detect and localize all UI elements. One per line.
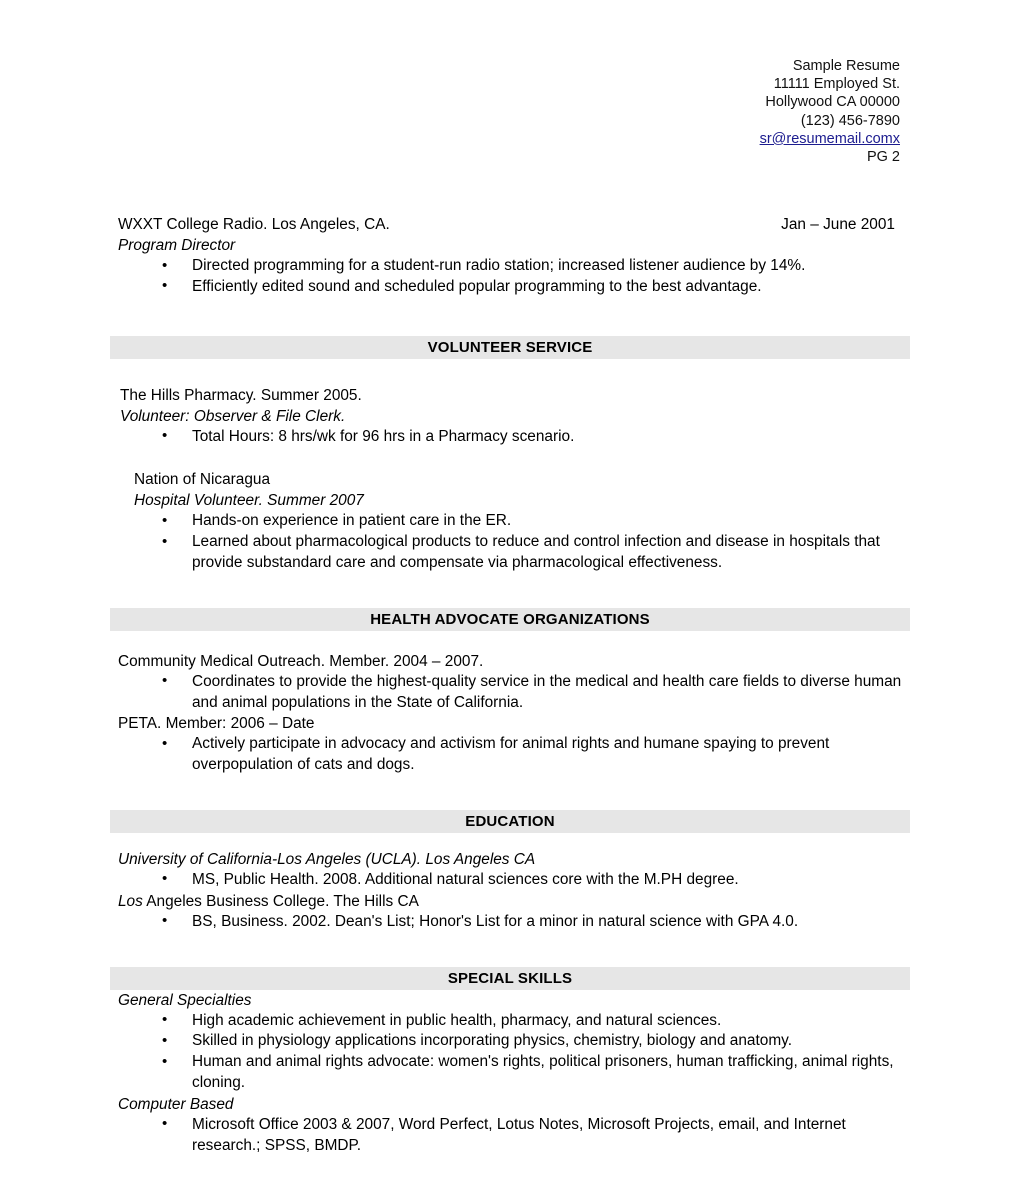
health-advocate-bullet-list-0 [0,672,1020,714]
volunteer-org-1: Nation of Nicaragua [134,471,271,489]
header-name: Sample Resume [792,58,900,74]
section-heading-special-skills: SPECIAL SKILLS [110,967,910,990]
list-item: • Skilled in physiology applications incorporating physics, chemistry, biology and anatomy. [0,1031,1020,1052]
education-bullet-list-0 [0,870,1020,891]
list-item: • High academic achievement in public health, pharmacy, and natural sciences. [0,1011,1020,1032]
list-item: • Microsoft Office 2003 & 2007, Word Perfect, Lotus Notes, Microsoft Projects, email, and Internet research.; SPSS, BMDP. [0,1115,1020,1157]
experience-title: Program Director [118,237,236,254]
section-heading-health-advocate: HEALTH ADVOCATE ORGANIZATIONS [110,608,910,631]
volunteer-org-0: The Hills Pharmacy. Summer 2005. [120,386,362,404]
volunteer-role-1: Hospital Volunteer. Summer 2007 [134,492,364,510]
volunteer-bullet-list-1 [0,511,1020,573]
list-item: • Total Hours: 8 hrs/wk for 96 hrs in a Pharmacy scenario. [0,427,1020,448]
experience-bullet-list [0,256,1020,298]
list-item: • BS, Business. 2002. Dean's List; Honor's List for a minor in natural science with GPA 4.0. [0,912,1020,933]
education-school-1-prefix: Los [118,892,143,910]
education-school-0: University of California-Los Angeles (UCLA). Los Angeles CA [118,850,536,868]
education-bullet-list-1 [0,912,1020,933]
section-heading-volunteer-service: VOLUNTEER SERVICE [110,336,910,359]
health-advocate-org-1: PETA. Member: 2006 – Date [118,715,315,733]
list-item: • Coordinates to provide the highest-quality service in the medical and health care fields to diverse human and animal populations in the State of California. [0,672,1020,714]
skills-bullet-list-0 [0,1011,1020,1094]
header-city-state-zip: Hollywood CA 00000 [765,94,900,111]
list-item: • Efficiently edited sound and scheduled popular programming to the best advantage. [0,277,1020,298]
list-item: • Human and animal rights advocate: women's rights, political prisoners, human trafficking, animal rights, cloning. [0,1052,1020,1094]
list-item: • Learned about pharmacological products to reduce and control infection and disease in hospitals that provide substandard care and compensate via pharmacological effectiveness. [0,532,1020,574]
skills-bullet-list-1 [0,1115,1020,1157]
header-street: 11111 Employed St. [773,76,900,93]
list-item: • Actively participate in advocacy and activism for animal rights and humane spaying to prevent overpopulation of cats and dogs. [0,734,1020,776]
volunteer-bullet-list-0 [0,427,1020,448]
health-advocate-org-0: Community Medical Outreach. Member. 2004 – 2007. [118,652,484,670]
experience-date: Jan – June 2001 [781,216,895,233]
education-school-1-rest: Angeles Business College. The Hills CA [142,892,419,910]
resume-header [760,57,900,166]
header-phone: (123) 456-7890 [800,112,900,129]
experience-entry-header [0,214,1020,235]
volunteer-role-0: Volunteer: Observer & File Clerk. [120,407,346,425]
section-heading-education: EDUCATION [110,810,910,833]
list-item: • Directed programming for a student-run radio station; increased listener audience by 14%. [0,256,1020,277]
experience-employer: WXXT College Radio. Los Angeles, CA. [118,216,390,233]
education-school-1 [0,891,1020,912]
header-page-marker: PG 2 [866,149,900,166]
header-email-link[interactable]: sr@resumemail.comx [759,130,900,147]
health-advocate-bullet-list-1 [0,734,1020,776]
skills-group-label-1: Computer Based [118,1095,234,1113]
skills-group-label-0: General Specialties [118,991,252,1009]
resume-content [0,214,1020,1156]
list-item: • MS, Public Health. 2008. Additional natural sciences core with the M.PH degree. [0,870,1020,891]
list-item: • Hands-on experience in patient care in the ER. [0,511,1020,532]
